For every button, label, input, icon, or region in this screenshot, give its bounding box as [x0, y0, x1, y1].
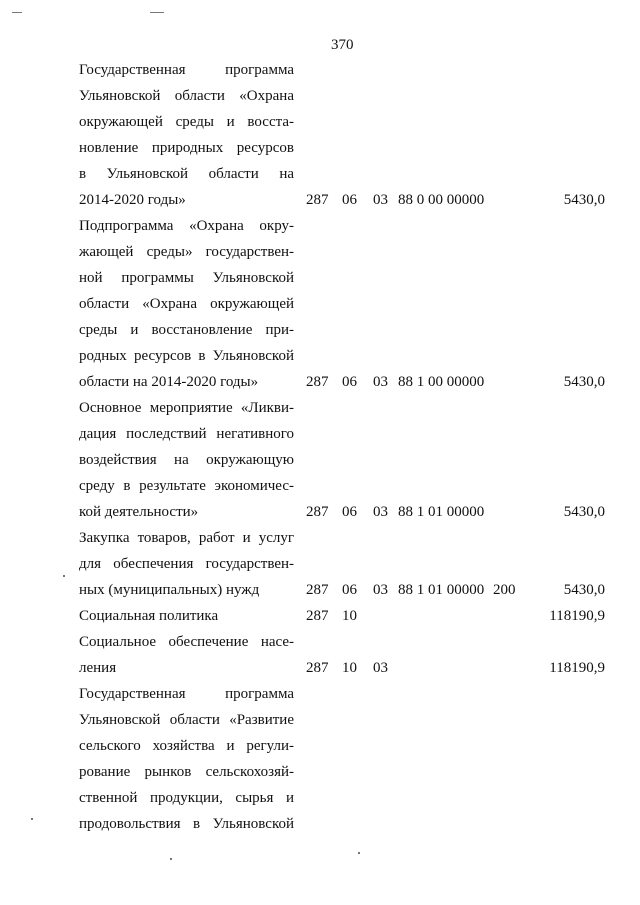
expense-type-code: 200 [493, 582, 516, 598]
section-code: 06 [342, 582, 357, 598]
row-text-line: новление природных ресурсов [79, 140, 294, 156]
section-code: 10 [342, 608, 357, 624]
scan-speck [12, 12, 22, 13]
row-text-line: ных (муниципальных) нужд [79, 582, 260, 598]
ministry-code: 287 [306, 582, 329, 598]
row-text-line: Ульяновской области «Развитие [79, 712, 294, 728]
row-text-line: области «Охрана окружающей [79, 296, 294, 312]
row-text-line: ной программы Ульяновской [79, 270, 294, 286]
section-code: 06 [342, 504, 357, 520]
section-code: 10 [342, 660, 357, 676]
ministry-code: 287 [306, 192, 329, 208]
scan-speck [63, 575, 65, 577]
row-text-line: продовольствия в Ульяновской [79, 816, 294, 832]
row-text-line: жающей среды» государствен- [79, 244, 294, 260]
row-text-line: среду в результате экономичес- [79, 478, 294, 494]
row-text-line: кой деятельности» [79, 504, 199, 520]
amount: 5430,0 [563, 374, 605, 390]
row-text-line: сельского хозяйства и регули- [79, 738, 294, 754]
row-text-line: родных ресурсов в Ульяновской [79, 348, 294, 364]
row-text-line: воздействия на окружающую [79, 452, 294, 468]
page-number: 370 [331, 37, 354, 53]
subsection-code: 03 [373, 660, 388, 676]
amount: 5430,0 [563, 582, 605, 598]
scan-speck [170, 858, 172, 860]
amount: 5430,0 [563, 192, 605, 208]
subsection-code: 03 [373, 374, 388, 390]
subsection-code: 03 [373, 192, 388, 208]
row-text-line: Основное мероприятие «Ликви- [79, 400, 294, 416]
row-text-line: Подпрограмма «Охрана окру- [79, 218, 294, 234]
row-text-line: Закупка товаров, работ и услуг [79, 530, 294, 546]
amount: 5430,0 [563, 504, 605, 520]
row-text-line: Государственная программа [79, 62, 294, 78]
ministry-code: 287 [306, 374, 329, 390]
amount: 118190,9 [549, 608, 605, 624]
row-text-line: Ульяновской области «Охрана [79, 88, 294, 104]
subsection-code: 03 [373, 504, 388, 520]
row-text-line: в Ульяновской области на [79, 166, 294, 182]
row-text-line: среды и восстановление при- [79, 322, 294, 338]
row-text-line: рование рынков сельскохозяй- [79, 764, 294, 780]
row-text-line: окружающей среды и восста- [79, 114, 294, 130]
row-text-line: для обеспечения государствен- [79, 556, 294, 572]
target-article-code: 88 1 01 00000 [398, 504, 485, 520]
target-article-code: 88 1 00 00000 [398, 374, 485, 390]
section-code: 06 [342, 374, 357, 390]
target-article-code: 88 0 00 00000 [398, 192, 485, 208]
row-text-line: Социальная политика [79, 608, 219, 624]
scan-speck [31, 818, 33, 820]
target-article-code: 88 1 01 00000 [398, 582, 485, 598]
row-text-line: ления [79, 660, 117, 676]
row-text-line: Государственная программа [79, 686, 294, 702]
row-text-line: области на 2014-2020 годы» [79, 374, 259, 390]
row-text-line: ственной продукции, сырья и [79, 790, 294, 806]
row-text-line: дация последствий негативного [79, 426, 294, 442]
scan-speck [150, 12, 164, 13]
row-text-line: 2014-2020 годы» [79, 192, 186, 208]
ministry-code: 287 [306, 660, 329, 676]
row-text-line: Социальное обеспечение насе- [79, 634, 294, 650]
subsection-code: 03 [373, 582, 388, 598]
ministry-code: 287 [306, 608, 329, 624]
scan-speck [358, 852, 360, 854]
amount: 118190,9 [549, 660, 605, 676]
ministry-code: 287 [306, 504, 329, 520]
section-code: 06 [342, 192, 357, 208]
